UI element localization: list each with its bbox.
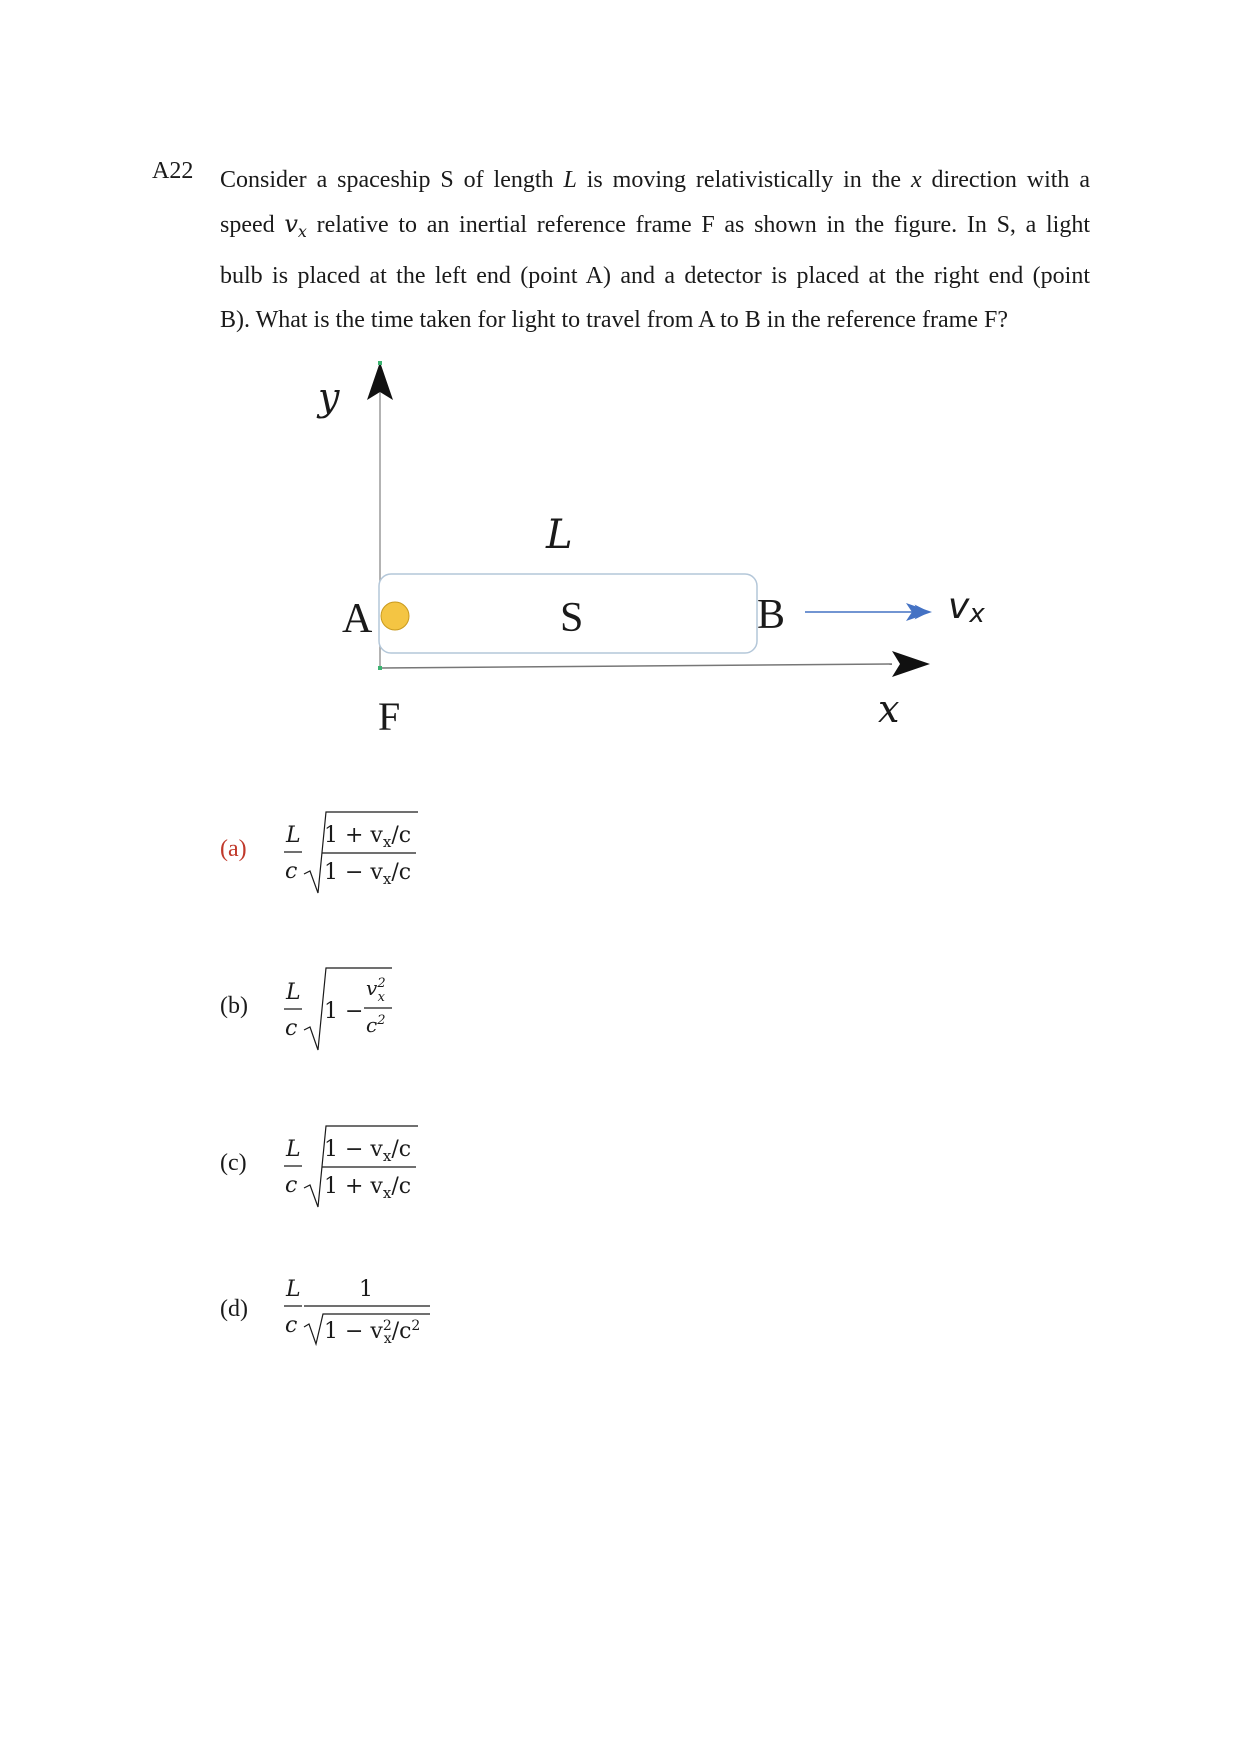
svg-text:c2: $c^2$ <box>366 1013 386 1037</box>
y-axis-label: y <box>318 375 340 419</box>
option-d-label[interactable]: (d) <box>220 1296 248 1322</box>
svg-text:L: L <box>286 980 301 1005</box>
svg-text:1 −: 1 − <box>324 999 364 1024</box>
option-a-formula <box>284 812 418 893</box>
point-a-label: A <box>342 596 373 642</box>
svg-text:1 − vx/c: $1 - v_x/c$ <box>324 860 412 888</box>
svg-text:1 + vx/c: $1 + v_x/c$ <box>324 1174 412 1202</box>
frame-label: F <box>378 694 401 739</box>
velocity-label: vx <box>948 586 985 629</box>
question-number: A22 <box>152 158 194 184</box>
point-b-label: B <box>757 592 786 638</box>
svg-text:L: L <box>286 823 301 848</box>
question-line-1: Consider a spaceship S of length L is moving relativistically in the x direction with a <box>220 167 1091 193</box>
svg-text:1 + vx/c: $1 + v_x/c$ <box>324 823 412 851</box>
question-line-2: speed $v_x$ relative to an inertial reference frame F as shown in the figure. In S, a light <box>220 210 1090 241</box>
light-bulb <box>381 602 409 630</box>
origin-marker <box>378 666 382 670</box>
x-axis-label: x <box>878 687 900 731</box>
origin-marker-top <box>378 361 382 365</box>
svg-text:c: c <box>285 1016 298 1041</box>
svg-text:v2x: $v^2$ x <box>366 976 386 1005</box>
length-label: L <box>546 512 573 558</box>
svg-text:1 − v2x/c2: $1 - v^2$ $x/c^2$ <box>324 1318 421 1347</box>
option-b-label[interactable]: (b) <box>220 993 248 1019</box>
option-c-label[interactable]: (c) <box>220 1150 247 1176</box>
svg-text:L: L <box>286 1137 301 1162</box>
svg-text:c: c <box>285 859 298 884</box>
x-axis <box>380 664 892 668</box>
svg-text:1: 1 <box>359 1277 373 1302</box>
svg-text:L: L <box>286 1277 301 1302</box>
svg-text:c: c <box>285 1313 298 1338</box>
option-a-label[interactable]: (a) <box>220 836 247 862</box>
ship-label: S <box>560 595 584 641</box>
x-axis-arrowhead <box>892 651 930 677</box>
option-b-formula <box>284 968 392 1050</box>
option-d-formula <box>284 1277 430 1347</box>
svg-text:c: c <box>285 1173 298 1198</box>
question-line-4: B). What is the time taken for light to travel from A to B in the reference frame F? <box>220 307 1008 333</box>
question-line-3: bulb is placed at the left end (point A) and a detector is placed at the right end (point <box>220 263 1090 289</box>
option-c-formula <box>284 1126 418 1207</box>
svg-text:1 − vx/c: $1 - v_x/c$ <box>324 1137 412 1165</box>
